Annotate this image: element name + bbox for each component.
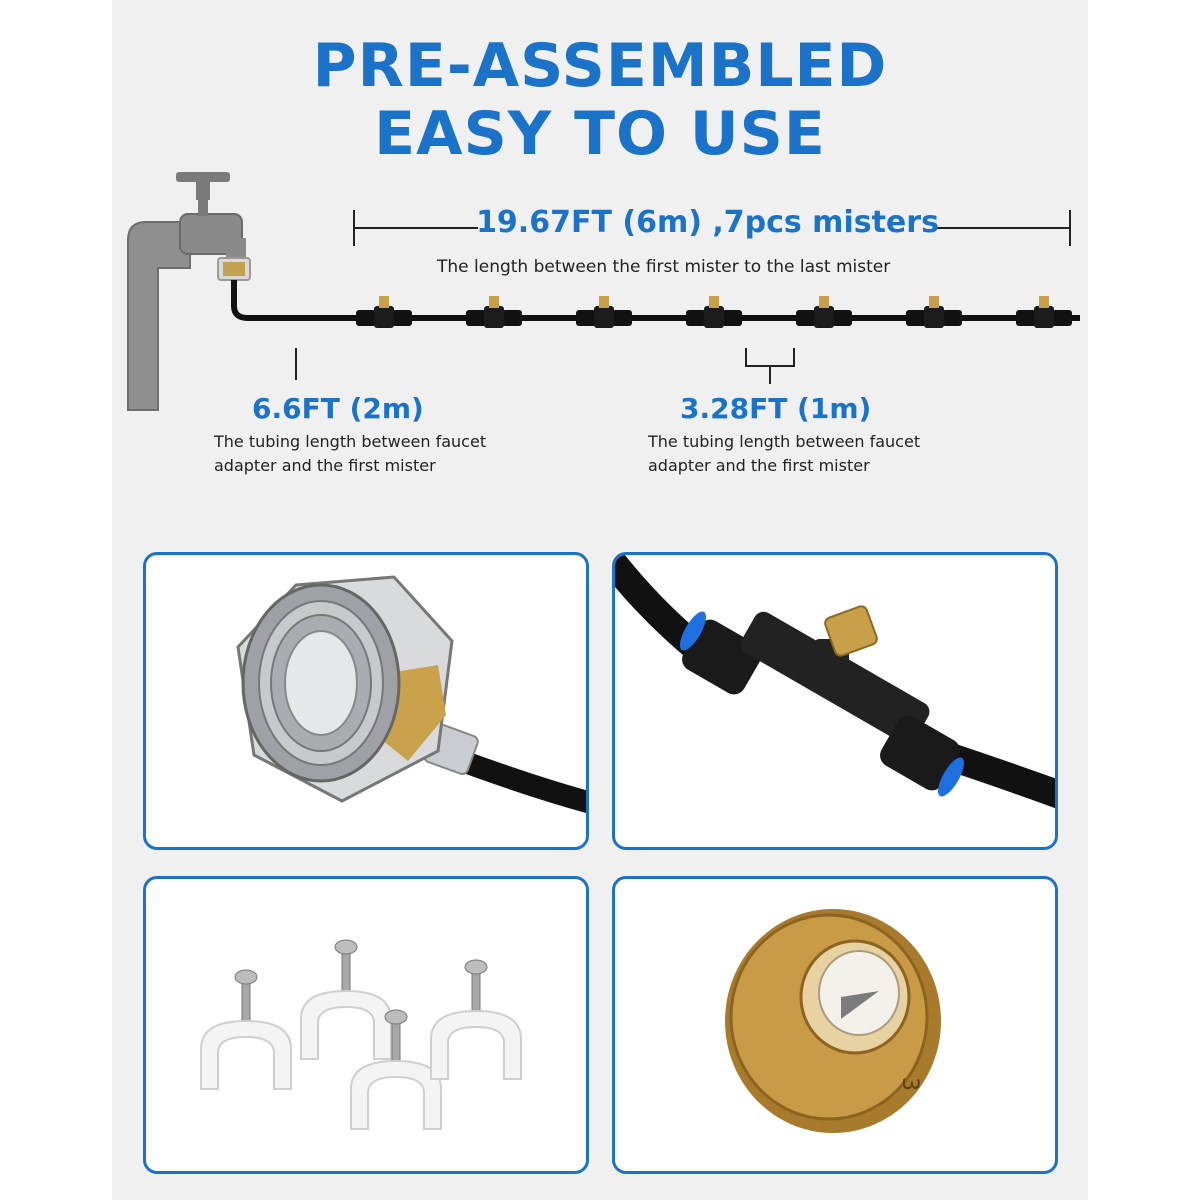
nozzle-marking: 3 [897,1077,922,1091]
mister-7 [1016,296,1072,328]
spacing-caption-2: adapter and the first mister [648,456,870,475]
cable-clip [301,940,391,1059]
lead-tube-label: 6.6FT (2m) [252,392,424,425]
total-span-caption: The length between the first mister to the last mister [437,257,891,277]
mister-5 [796,296,852,328]
mister-6 [906,296,962,328]
faucet-adapter-photo-icon [146,555,586,847]
lead-tube-caption-2: adapter and the first mister [214,456,436,475]
cable-clip [351,1010,441,1129]
spacing-bracket [746,348,794,384]
cable-clip [431,960,521,1079]
mister-row [356,296,1072,328]
faucet-adapter-panel [143,552,589,850]
spacing-label: 3.28FT (1m) [680,392,872,425]
system-diagram [0,0,1200,500]
cable-clip [201,970,291,1089]
heading-line-1: PRE-ASSEMBLED [312,31,888,101]
spacing-caption-1: The tubing length between faucet [648,432,921,451]
heading-line-2: EASY TO USE [374,99,826,169]
total-span-label: 19.67FT (6m) ,7pcs misters [476,205,939,240]
brass-nozzle-icon [615,879,1055,1171]
mister-3 [576,296,632,328]
mister-2 [466,296,522,328]
tee-connector-panel [612,552,1058,850]
lead-tube-caption-1: The tubing length between faucet [214,432,487,451]
cable-clips-panel [143,876,589,1174]
mister-1 [356,296,412,328]
mister-4 [686,296,742,328]
tee-connector-icon [615,555,1055,847]
cable-clips-icon [146,879,586,1171]
brass-nozzle-panel [612,876,1058,1174]
faucet-adapter-icon [218,258,250,280]
